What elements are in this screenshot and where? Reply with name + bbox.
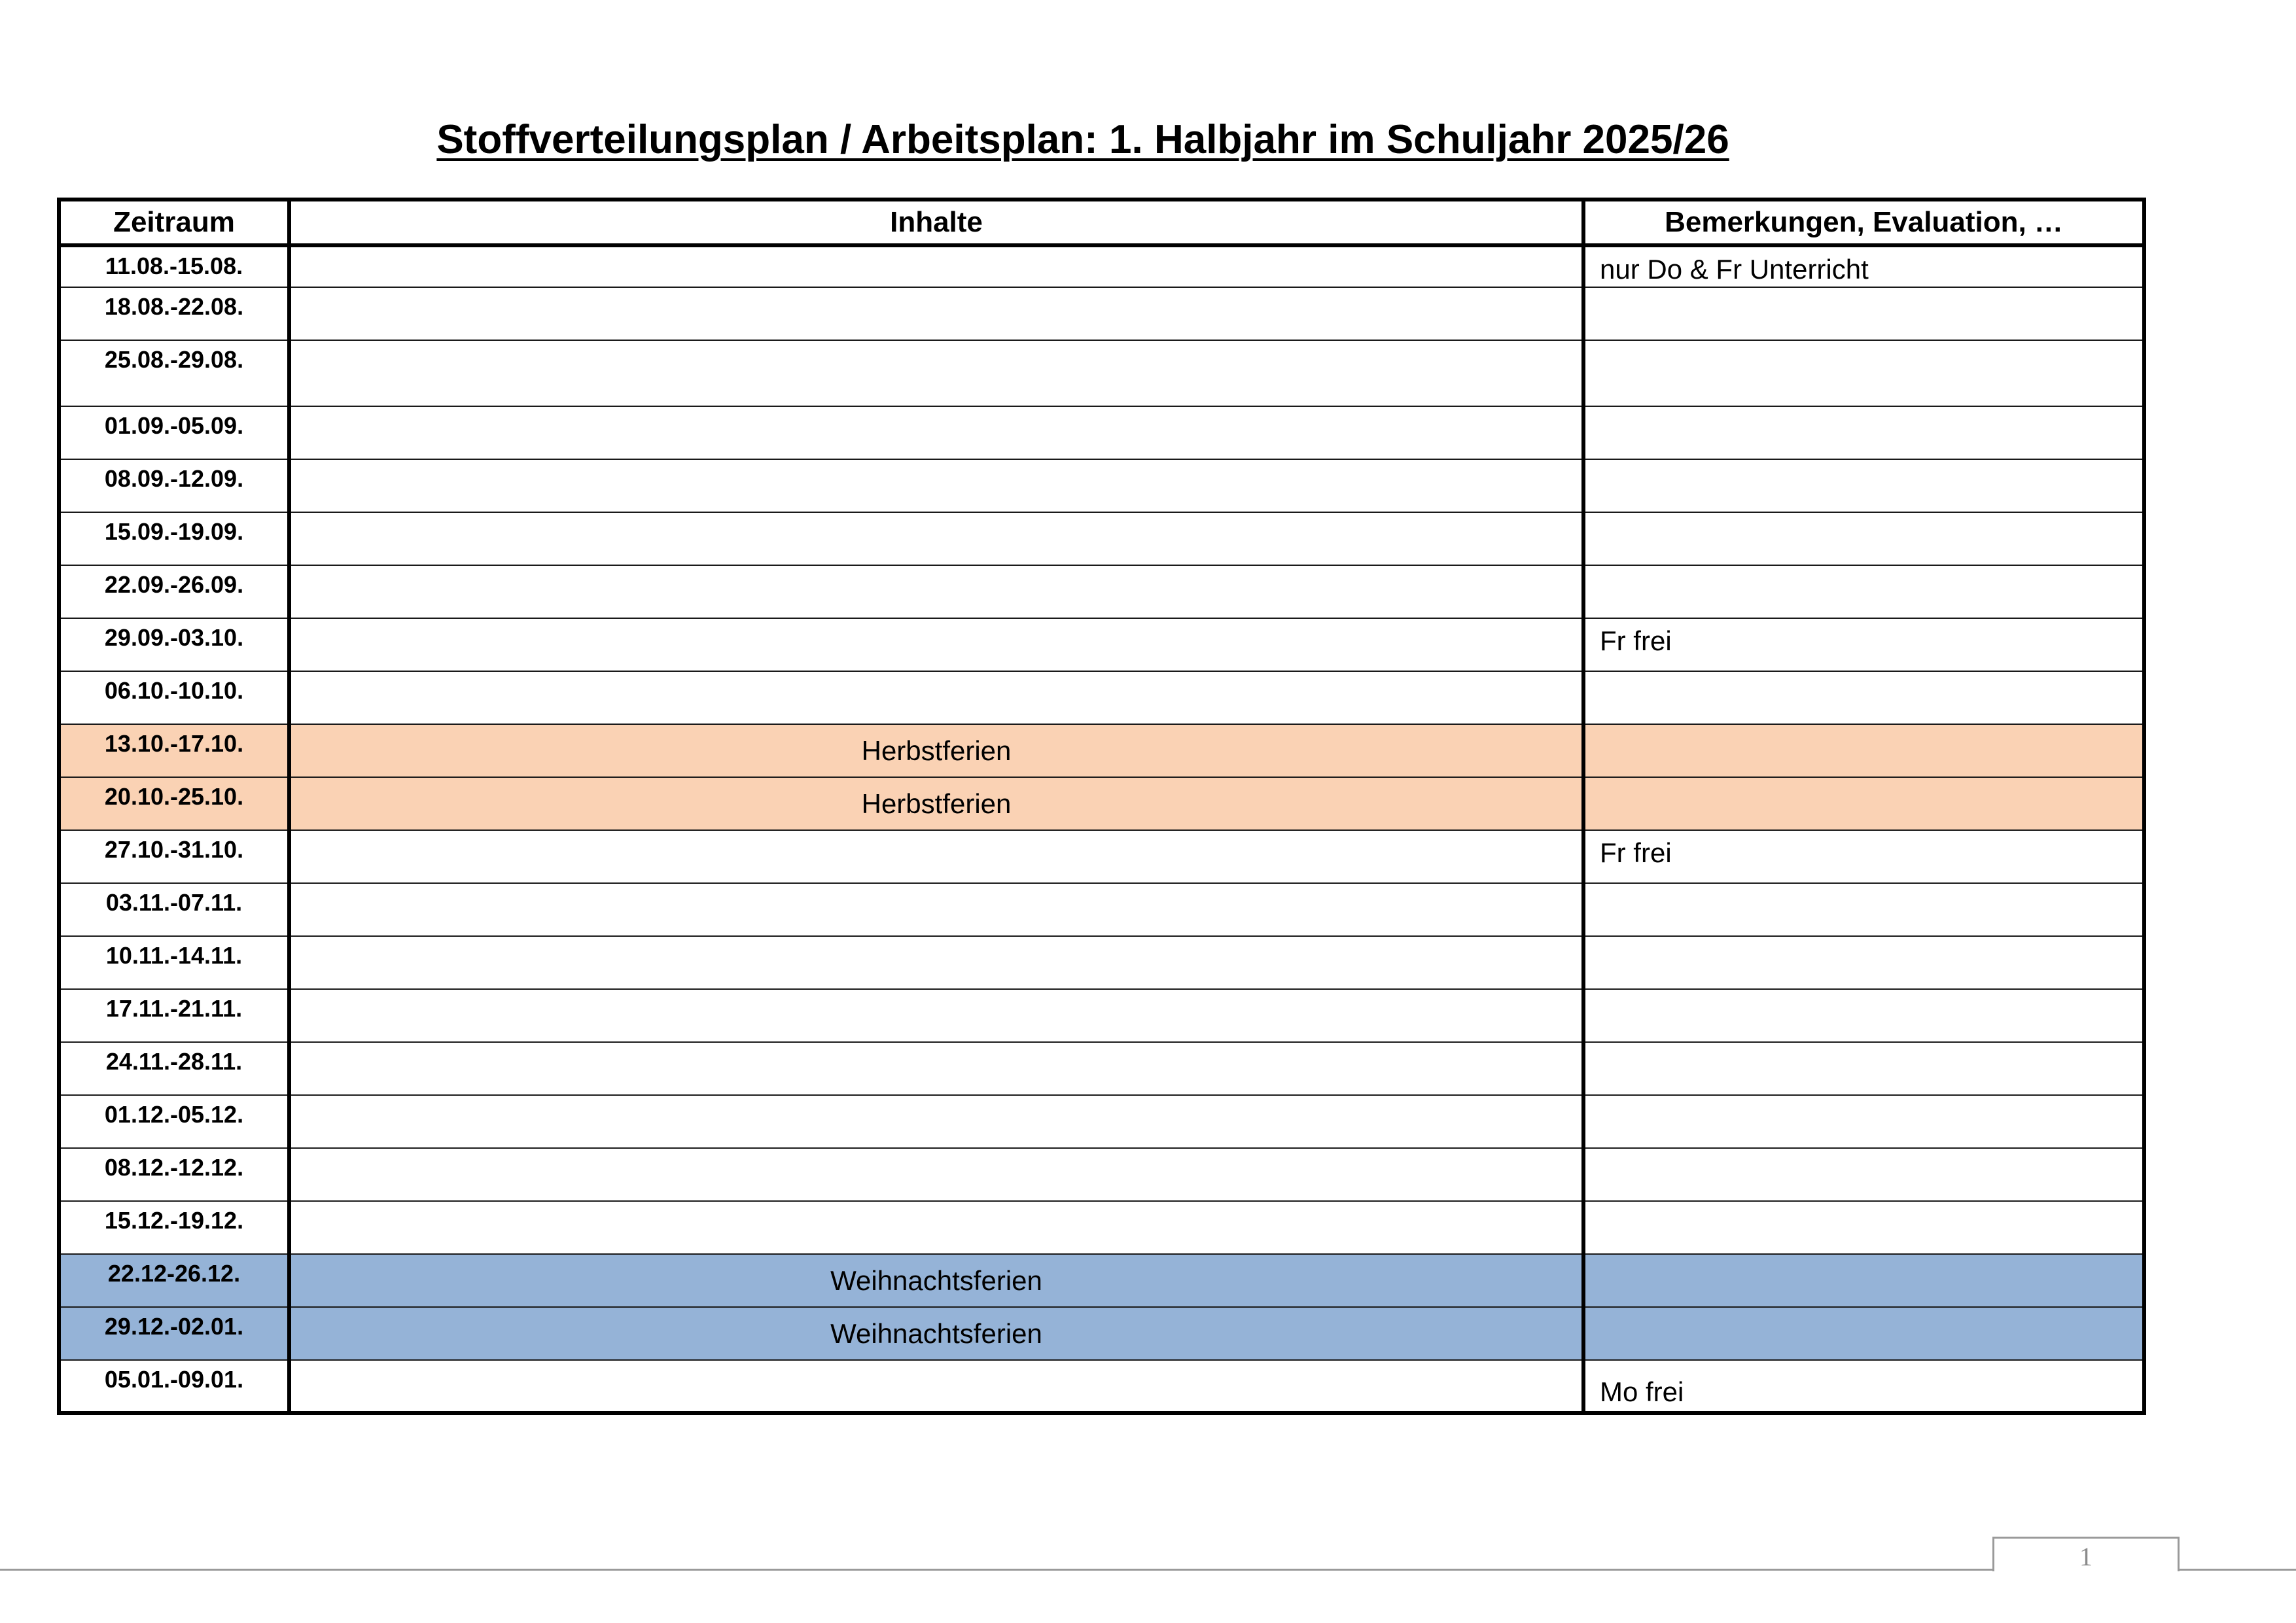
inhalte-cell[interactable]: Weihnachtsferien — [289, 1307, 1583, 1360]
table-row — [59, 1360, 2144, 1413]
bemerkungen-cell[interactable] — [1583, 1042, 2144, 1095]
zeitraum-cell: 06.10.-10.10. — [59, 671, 289, 724]
zeitraum-cell: 29.12.-02.01. — [59, 1307, 289, 1360]
table-row — [59, 830, 2144, 883]
inhalte-cell[interactable]: Herbstferien — [289, 724, 1583, 777]
plan-table-body — [59, 245, 2144, 1413]
table-row — [59, 1148, 2144, 1201]
page-number: 1 — [2079, 1542, 2093, 1571]
bemerkungen-cell[interactable]: Mo frei — [1583, 1360, 2144, 1413]
bemerkungen-cell[interactable] — [1583, 989, 2144, 1042]
table-row — [59, 565, 2144, 618]
zeitraum-cell: 08.12.-12.12. — [59, 1148, 289, 1201]
zeitraum-cell: 15.09.-19.09. — [59, 512, 289, 565]
table-row — [59, 671, 2144, 724]
page-title: Stoffverteilungsplan / Arbeitsplan: 1. Halbjahr im Schuljahr 2025/26 — [436, 117, 1729, 162]
bemerkungen-cell[interactable] — [1583, 724, 2144, 777]
bemerkungen-cell[interactable] — [1583, 459, 2144, 512]
zeitraum-cell: 13.10.-17.10. — [59, 724, 289, 777]
zeitraum-cell: 27.10.-31.10. — [59, 830, 289, 883]
bemerkungen-cell[interactable] — [1583, 1095, 2144, 1148]
inhalte-cell[interactable] — [289, 1148, 1583, 1201]
table-row-herbstferien — [59, 777, 2144, 830]
zeitraum-cell: 25.08.-29.08. — [59, 340, 289, 406]
zeitraum-cell: 29.09.-03.10. — [59, 618, 289, 671]
table-row — [59, 936, 2144, 989]
bemerkungen-cell[interactable] — [1583, 883, 2144, 936]
table-row — [59, 406, 2144, 459]
inhalte-cell[interactable] — [289, 936, 1583, 989]
bemerkungen-cell[interactable] — [1583, 777, 2144, 830]
zeitraum-cell: 11.08.-15.08. — [59, 245, 289, 287]
bemerkungen-cell[interactable] — [1583, 512, 2144, 565]
bemerkungen-cell[interactable] — [1583, 1148, 2144, 1201]
table-row — [59, 245, 2144, 287]
footer-rule — [0, 1569, 2296, 1571]
column-header-zeitraum: Zeitraum — [59, 200, 289, 245]
inhalte-cell[interactable]: Herbstferien — [289, 777, 1583, 830]
inhalte-cell[interactable] — [289, 565, 1583, 618]
table-row — [59, 459, 2144, 512]
bemerkungen-cell[interactable]: nur Do & Fr Unterricht — [1583, 245, 2144, 287]
bemerkungen-cell[interactable] — [1583, 1307, 2144, 1360]
zeitraum-cell: 08.09.-12.09. — [59, 459, 289, 512]
table-row — [59, 287, 2144, 340]
table-row — [59, 1042, 2144, 1095]
zeitraum-cell: 20.10.-25.10. — [59, 777, 289, 830]
bemerkungen-cell[interactable] — [1583, 1201, 2144, 1254]
bemerkungen-cell[interactable] — [1583, 671, 2144, 724]
table-row-herbstferien — [59, 724, 2144, 777]
inhalte-cell[interactable] — [289, 287, 1583, 340]
bemerkungen-cell[interactable] — [1583, 406, 2144, 459]
bemerkungen-cell[interactable]: Fr frei — [1583, 618, 2144, 671]
table-row-weihnachtsferien — [59, 1254, 2144, 1307]
bemerkungen-cell[interactable] — [1583, 340, 2144, 406]
inhalte-cell[interactable] — [289, 1042, 1583, 1095]
bemerkungen-cell[interactable] — [1583, 936, 2144, 989]
inhalte-cell[interactable] — [289, 1360, 1583, 1413]
inhalte-cell[interactable] — [289, 618, 1583, 671]
inhalte-cell[interactable] — [289, 1201, 1583, 1254]
inhalte-cell[interactable] — [289, 245, 1583, 287]
zeitraum-cell: 01.09.-05.09. — [59, 406, 289, 459]
header-row — [59, 200, 2144, 245]
table-row — [59, 618, 2144, 671]
zeitraum-cell: 17.11.-21.11. — [59, 989, 289, 1042]
inhalte-cell[interactable] — [289, 883, 1583, 936]
table-row — [59, 340, 2144, 406]
bemerkungen-cell[interactable] — [1583, 565, 2144, 618]
inhalte-cell[interactable]: Weihnachtsferien — [289, 1254, 1583, 1307]
zeitraum-cell: 24.11.-28.11. — [59, 1042, 289, 1095]
bemerkungen-cell[interactable] — [1583, 287, 2144, 340]
column-header-inhalte: Inhalte — [289, 200, 1583, 245]
table-row — [59, 883, 2144, 936]
table-row — [59, 989, 2144, 1042]
zeitraum-cell: 22.09.-26.09. — [59, 565, 289, 618]
column-header-bemerkungen: Bemerkungen, Evaluation, … — [1583, 200, 2144, 245]
inhalte-cell[interactable] — [289, 830, 1583, 883]
table-row — [59, 512, 2144, 565]
inhalte-cell[interactable] — [289, 512, 1583, 565]
zeitraum-cell: 10.11.-14.11. — [59, 936, 289, 989]
table-row — [59, 1095, 2144, 1148]
plan-table — [57, 198, 2146, 1415]
zeitraum-cell: 05.01.-09.01. — [59, 1360, 289, 1413]
inhalte-cell[interactable] — [289, 340, 1583, 406]
inhalte-cell[interactable] — [289, 671, 1583, 724]
zeitraum-cell: 22.12-26.12. — [59, 1254, 289, 1307]
zeitraum-cell: 03.11.-07.11. — [59, 883, 289, 936]
inhalte-cell[interactable] — [289, 459, 1583, 512]
inhalte-cell[interactable] — [289, 989, 1583, 1042]
zeitraum-cell: 18.08.-22.08. — [59, 287, 289, 340]
bemerkungen-cell[interactable] — [1583, 1254, 2144, 1307]
zeitraum-cell: 01.12.-05.12. — [59, 1095, 289, 1148]
table-row-weihnachtsferien — [59, 1307, 2144, 1360]
table-row — [59, 1201, 2144, 1254]
zeitraum-cell: 15.12.-19.12. — [59, 1201, 289, 1254]
bemerkungen-cell[interactable]: Fr frei — [1583, 830, 2144, 883]
inhalte-cell[interactable] — [289, 406, 1583, 459]
inhalte-cell[interactable] — [289, 1095, 1583, 1148]
